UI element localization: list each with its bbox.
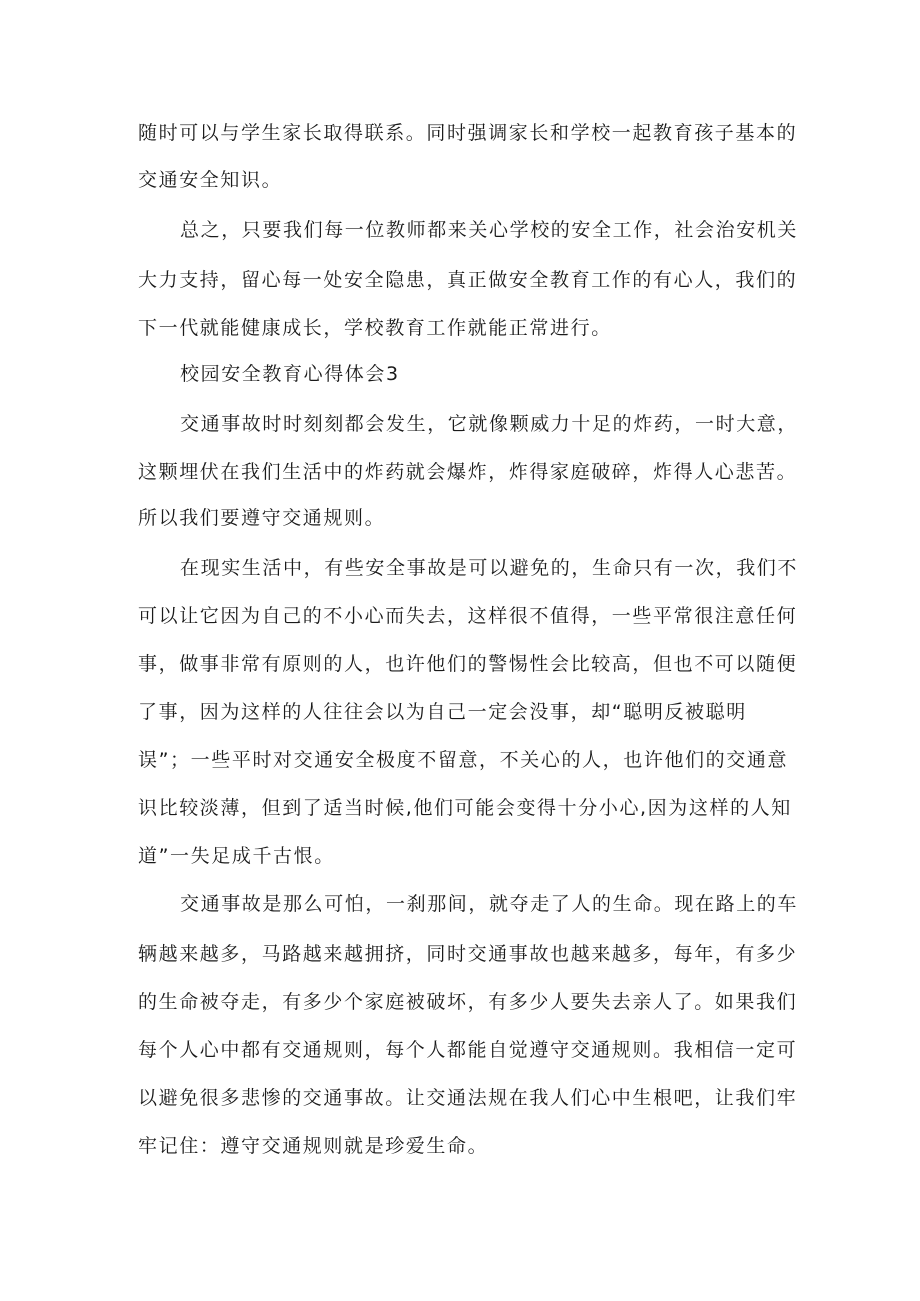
paragraph-5-line-3: 的生命被夺走，有多少个家庭被破坏，有多少人要失去亲人了。如果我们: [138, 991, 798, 1013]
paragraph-1-line-2: 交通安全知识。: [138, 169, 283, 191]
paragraph-3-line-3: 所以我们要遵守交通规则。: [138, 507, 386, 529]
paragraph-4-line-1: 在现实生活中，有些安全事故是可以避免的，生命只有一次，我们不: [180, 557, 799, 579]
paragraph-4-line-3: 事，做事非常有原则的人，也许他们的警惕性会比较高，但也不可以随便: [138, 653, 798, 675]
paragraph-2-line-2: 大力支持，留心每一处安全隐患，真正做安全教育工作的有心人，我们的: [138, 269, 798, 291]
paragraph-3-line-1: 交通事故时时刻刻都会发生，它就像颗威力十足的炸药，一时大意，: [180, 413, 799, 435]
paragraph-4-line-6: 识比较淡薄，但到了适当时候,他们可能会变得十分小心,因为这样的人知: [138, 797, 792, 819]
paragraph-5-line-1: 交通事故是那么可怕，一刹那间，就夺走了人的生命。现在路上的车: [180, 893, 799, 915]
paragraph-1-line-1: 随时可以与学生家长取得联系。同时强调家长和学校一起教育孩子基本的: [138, 122, 798, 144]
paragraph-5-line-2: 辆越来越多，马路越来越拥挤，同时交通事故也越来越多，每年，有多少: [138, 943, 798, 965]
paragraph-3-line-2: 这颗埋伏在我们生活中的炸药就会爆炸，炸得家庭破碎，炸得人心悲苦。: [138, 461, 798, 483]
paragraph-5-line-6: 牢记住：遵守交通规则就是珍爱生命。: [138, 1135, 489, 1157]
paragraph-4-line-7: 道”一失足成千古恨。: [138, 845, 335, 867]
paragraph-4-line-2: 可以让它因为自己的不小心而失去，这样很不值得，一些平常很注意任何: [138, 605, 798, 627]
paragraph-2-line-3: 下一代就能健康成长，学校教育工作就能正常进行。: [138, 317, 612, 339]
paragraph-5-line-4: 每个人心中都有交通规则，每个人都能自觉遵守交通规则。我相信一定可: [138, 1039, 798, 1061]
paragraph-4-line-4: 了事，因为这样的人往往会以为自己一定会没事，却“聪明反被聪明: [138, 701, 747, 723]
paragraph-4-line-5: 误”；一些平时对交通安全极度不留意，不关心的人，也许他们的交通意: [138, 749, 789, 771]
section-heading: 校园安全教育心得体会3: [180, 363, 400, 385]
paragraph-2-line-1: 总之，只要我们每一位教师都来关心学校的安全工作，社会治安机关: [180, 219, 799, 241]
paragraph-5-line-5: 以避免很多悲惨的交通事故。让交通法规在我人们心中生根吧，让我们牢: [138, 1087, 798, 1109]
